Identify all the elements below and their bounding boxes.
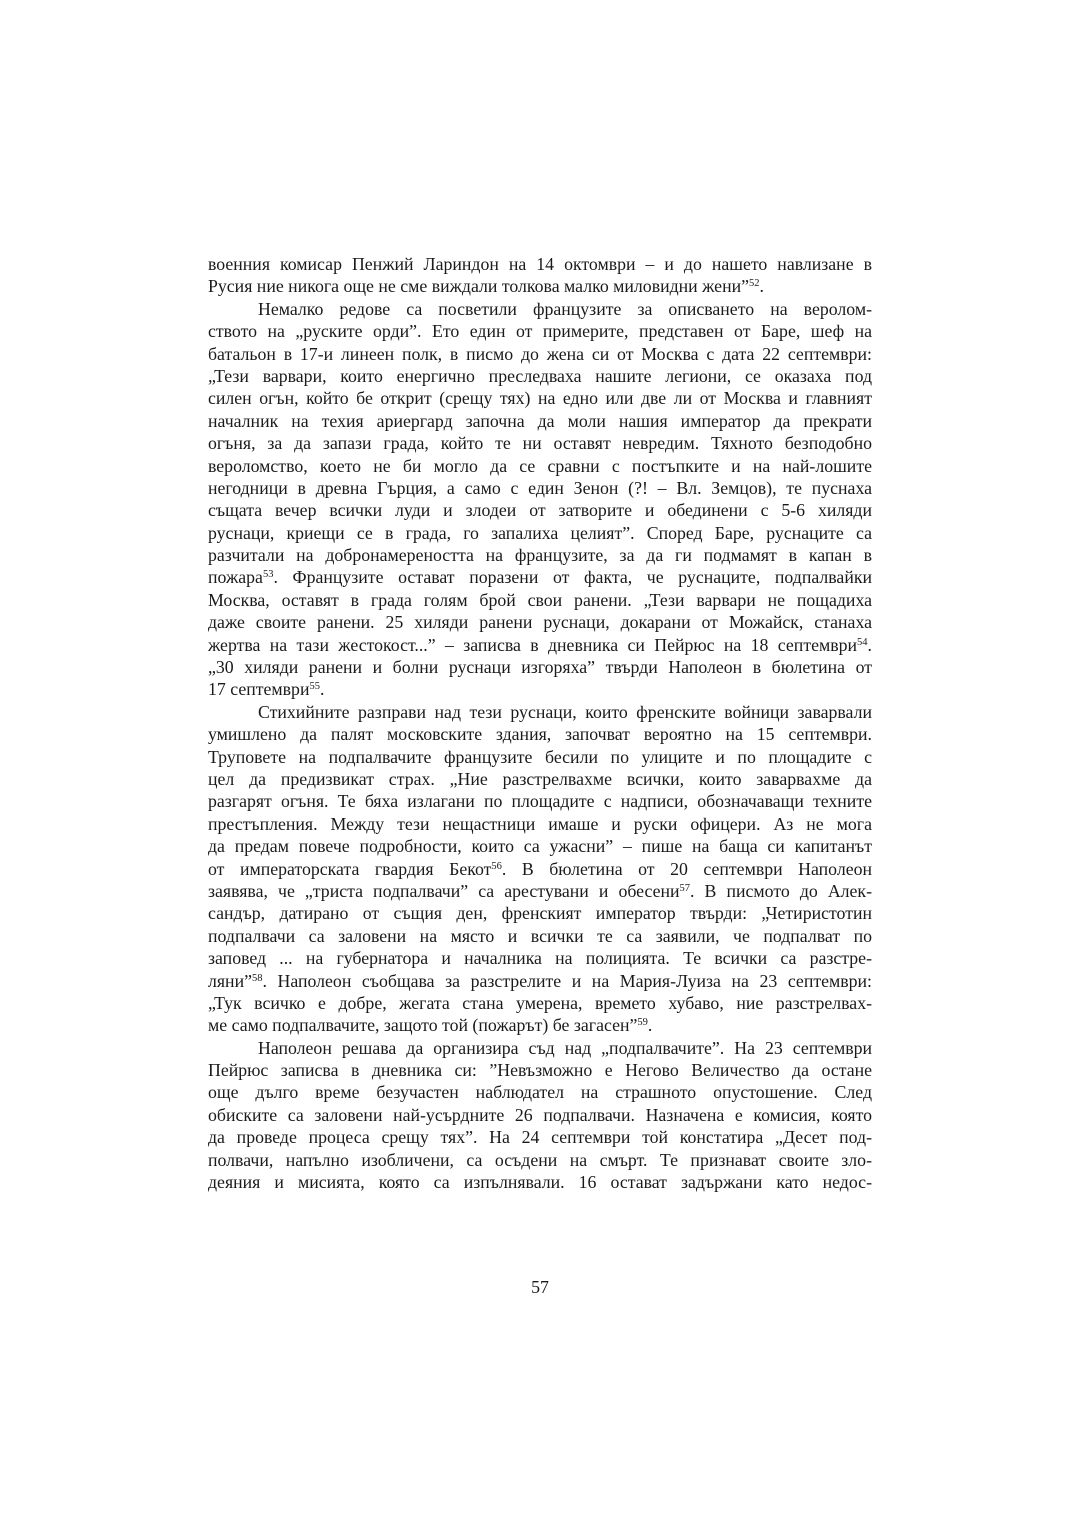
text-segment: 17 септември <box>208 679 310 700</box>
text-segment: силен огън, който бе открит (срещу тях) на едно или две ли от Москва и главният <box>208 388 872 409</box>
text-segment: огъня, за да запази града, който те ни оставят невредим. Тяхното безподобно <box>208 433 872 454</box>
text-segment: Русия ние никога още не сме виждали толкова малко миловидни жени” <box>208 276 749 297</box>
text-line <box>208 1014 872 1036</box>
text-segment: . Наполеон съобщава за разстрелите и на Мария-Луиза на 23 септември: <box>262 970 872 991</box>
text-line <box>208 678 872 700</box>
text-segment: заповед ... на губернатора и началника на полицията. Те всички са разстре- <box>208 948 872 969</box>
text-segment: ството на „руските орди”. Ето един от примерите, представен от Баре, шеф на <box>208 321 872 342</box>
text-segment: пожара <box>208 567 263 588</box>
text-line <box>208 1149 872 1171</box>
text-segment: обиските са заловени най-усърдните 26 подпалвачи. Назначена е комисия, която <box>208 1104 872 1125</box>
text-segment: ме само подпалвачите, защото той (пожарът) бе загасен” <box>208 1015 638 1036</box>
text-segment: разгарят огъня. Те бяха излагани по площадите с надписи, обозначаващи техните <box>208 791 872 812</box>
text-segment: вероломство, което не би могло да се сравни с постъпките и на най-лошите <box>208 455 872 476</box>
text-segment: . В писмото до Алек- <box>690 880 872 901</box>
text-line <box>208 499 872 521</box>
footnote-marker: 52 <box>749 278 760 290</box>
text-segment: негодници в древна Гърция, а само с един Зенон (?! – Вл. Земцов), те пуснаха <box>208 477 872 498</box>
footnote-marker: 55 <box>309 681 320 693</box>
text-segment: Наполеон решава да организира съд над „подпалвачите”. На 23 септември <box>258 1037 872 1058</box>
footnote-marker: 59 <box>637 1017 648 1029</box>
text-line <box>208 566 872 588</box>
text-segment: ляни” <box>208 970 252 991</box>
text-line <box>208 1037 872 1059</box>
text-segment: Немалко редове са посветили французите за описването на веролом- <box>258 298 872 319</box>
text-line <box>208 1059 872 1081</box>
text-line <box>208 656 872 678</box>
text-segment: „Тук всичко е добре, жегата стана умерена, времето хубаво, ние разстрелвах- <box>208 992 872 1013</box>
text-line <box>208 544 872 566</box>
text-line <box>208 275 872 297</box>
text-line <box>208 1171 872 1193</box>
text-segment: . В бюлетина от 20 септември Наполеон <box>501 858 872 879</box>
text-line <box>208 1126 872 1148</box>
body-text <box>208 253 872 1193</box>
text-line <box>208 925 872 947</box>
text-line <box>208 298 872 320</box>
text-segment: . Французите остават поразени от факта, че руснаците, подпалвайки <box>273 567 872 588</box>
text-segment: Пейрюс записва в дневника си: ”Невъзможно е Негово Величество да остане <box>208 1060 872 1081</box>
footnote-marker: 58 <box>251 972 263 984</box>
text-line <box>208 835 872 857</box>
text-line <box>208 723 872 745</box>
text-segment: батальон в 17-и линеен полк, в писмо до жена си от Москва с дата 22 септември: <box>208 343 872 364</box>
text-segment: цел да предизвикат страх. „Ние разстрелвахме всички, които заварвахме да <box>208 768 872 789</box>
text-segment: военния комисар Пенжий Лариндон на 14 октомври – и до нашето навлизане в <box>208 254 872 274</box>
text-segment: да предам повече подробности, които са ужасни” – пише на баща си капитанът <box>208 836 872 857</box>
text-line <box>208 410 872 432</box>
text-segment: да проведе процеса срещу тях”. На 24 септември той констатира „Десет под- <box>208 1127 872 1148</box>
footnote-marker: 56 <box>491 860 502 872</box>
text-line <box>208 1104 872 1126</box>
text-line <box>208 746 872 768</box>
text-line <box>208 701 872 723</box>
text-segment: заявява, че „триста подпалвачи” са арестувани и обесени <box>208 880 680 901</box>
text-line <box>208 387 872 409</box>
text-segment: същата вечер всички луди и злодеи от затворите и обединени с 5-6 хиляди <box>208 500 872 521</box>
text-segment: . <box>759 276 764 297</box>
text-segment: полвачи, напълно изобличени, са осъдени на смърт. Те признават своите зло- <box>208 1149 872 1170</box>
text-segment: още дълго време безучастен наблюдател на страшното опустошение. След <box>208 1082 872 1103</box>
text-segment: подпалвачи са заловени на място и всички те са заявили, че подпалват по <box>208 925 872 946</box>
text-line <box>208 455 872 477</box>
text-line <box>208 1081 872 1103</box>
text-line <box>208 858 872 880</box>
footnote-marker: 53 <box>262 569 274 581</box>
text-segment: от императорската гвардия Бекот <box>208 858 492 879</box>
text-segment: умишлено да палят московските здания, започват вероятно на 15 септември. <box>208 724 872 745</box>
text-segment: Москва, оставят в града голям брой свои ранени. „Тези варвари не пощадиха <box>208 589 872 610</box>
text-segment: Стихийните разправи над тези руснаци, които френските войници заварвали <box>258 701 872 722</box>
text-line <box>208 634 872 656</box>
text-line <box>208 365 872 387</box>
text-line <box>208 522 872 544</box>
text-line <box>208 432 872 454</box>
text-segment: „30 хиляди ранени и болни руснаци изгоряха” твърди Наполеон в бюлетина от <box>208 657 872 678</box>
text-line <box>208 343 872 365</box>
text-segment: сандър, датирано от същия ден, френският император твърди: „Четиристотин <box>208 903 872 924</box>
text-segment: престъпления. Между тези нещастници имаше и руски офицери. Аз не мога <box>208 813 872 834</box>
text-line <box>208 253 872 275</box>
text-line <box>208 902 872 924</box>
text-line <box>208 813 872 835</box>
text-line <box>208 477 872 499</box>
text-segment: . <box>647 1015 653 1036</box>
text-segment: Труповете на подпалвачите французите бесили по улиците и по площадите с <box>208 746 872 767</box>
text-segment: разчитали на добронамереността на французите, за да ги подмамят в капан в <box>208 545 872 566</box>
footnote-marker: 54 <box>857 636 868 648</box>
text-line <box>208 790 872 812</box>
text-line <box>208 768 872 790</box>
text-segment: началник на техия ариергард започна да моли нашия император да прекрати <box>208 410 872 431</box>
text-line <box>208 970 872 992</box>
text-line <box>208 589 872 611</box>
text-segment: деяния и мисията, която са изпълнявали. 16 остават задържани като недос- <box>208 1172 872 1193</box>
page-number: 57 <box>531 1277 549 1297</box>
text-segment: „Тези варвари, които енергично преследваха нашите легиони, се оказаха под <box>208 365 872 386</box>
text-segment: даже своите ранени. 25 хиляди ранени руснаци, докарани от Можайск, станаха <box>208 612 872 633</box>
text-line <box>208 320 872 342</box>
text-line <box>208 992 872 1014</box>
text-line <box>208 611 872 633</box>
text-line <box>208 880 872 902</box>
text-line <box>208 947 872 969</box>
text-segment: . <box>319 679 325 700</box>
text-segment: . <box>867 634 872 655</box>
footnote-marker: 57 <box>679 882 691 894</box>
text-segment: жертва на тази жестокост...” – записва в дневника си Пейрюс на 18 септември <box>208 634 858 655</box>
text-segment: руснаци, криещи се в града, го запалиха целият”. Според Баре, руснаците са <box>208 522 872 543</box>
